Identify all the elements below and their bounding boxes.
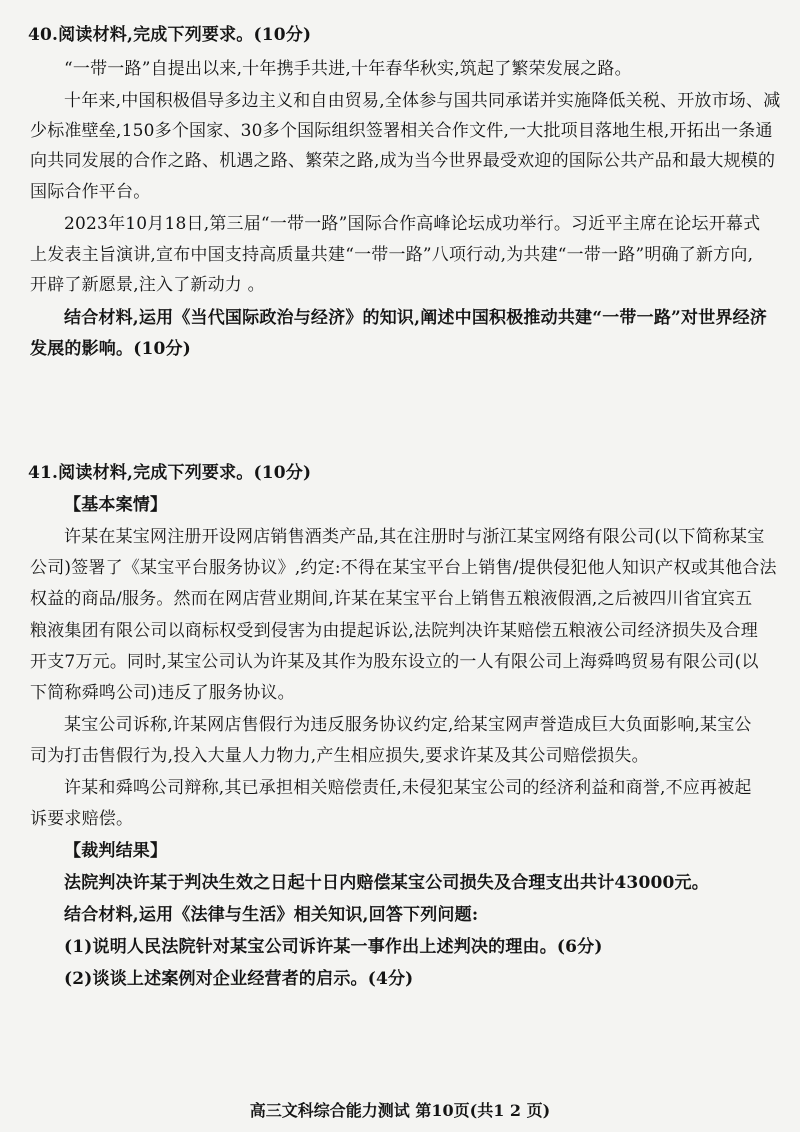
q40-paragraph-2-line-4: 国际合作平台。 [30, 182, 151, 202]
q41-section-basic-case: 【基本案情】 [64, 495, 168, 515]
q40-paragraph-2-line-1: 十年来,中国积极倡导多边主义和自由贸易,全体参与国共同承诺并实施降低关税、开放市场、减 [64, 91, 781, 111]
q40-paragraph-3-line-1: 2023年10月18日,第三届“一带一路”国际合作高峰论坛成功举行。习近平主席在论坛开幕式 [64, 214, 761, 234]
page-footer: 高三文科综合能力测试 第10页(共1 2 页) [249, 1101, 551, 1120]
q41-case-line-6: 下简称舜鸣公司)违反了服务协议。 [30, 683, 295, 703]
q41-defense-line-2: 诉要求赔偿。 [30, 809, 134, 829]
q41-task: 结合材料,运用《法律与生活》相关知识,回答下列问题: [64, 905, 479, 925]
q41-claim-line-1: 某宝公司诉称,许某网店售假行为违反服务协议约定,给某宝网声誉造成巨大负面影响,某宝公 [64, 715, 752, 735]
q41-claim-line-2: 司为打击售假行为,投入大量人力物力,产生相应损失,要求许某及其公司赔偿损失。 [30, 746, 649, 766]
q40-paragraph-2-line-3: 向共同发展的合作之路、机遇之路、繁荣之路,成为当今世界最受欢迎的国际公共产品和最大规模的 [30, 151, 776, 171]
q41-case-line-2: 公司)签署了《某宝平台服务协议》,约定:不得在某宝平台上销售/提供侵犯他人知识产权或其他合法 [30, 558, 777, 578]
q40-task-line-1: 结合材料,运用《当代国际政治与经济》的知识,阐述中国积极推动共建“一带一路”对世界经济 [64, 308, 767, 328]
q41-subquestion-1: (1)说明人民法院针对某宝公司诉许某一事作出上述判决的理由。(6分) [64, 937, 603, 957]
q41-case-line-5: 开支7万元。同时,某宝公司认为许某及其作为股东设立的一人有限公司上海舜鸣贸易有限公司(以 [30, 652, 759, 672]
q40-paragraph-3-line-3: 开辟了新愿景,注入了新动力 。 [30, 275, 265, 295]
q41-subquestion-2: (2)谈谈上述案例对企业经营者的启示。(4分) [64, 969, 414, 989]
q40-paragraph-1: “一带一路”自提出以来,十年携手共进,十年春华秋实,筑起了繁荣发展之路。 [64, 59, 632, 79]
q41-case-line-3: 权益的商品/服务。然而在网店营业期间,许某在某宝平台上销售五粮液假酒,之后被四川省宜宾五 [30, 589, 753, 609]
q40-paragraph-2-line-2: 少标准壁垒,150多个国家、30多个国际组织签署相关合作文件,一大批项目落地生根,开拓出一条通 [30, 121, 773, 141]
q41-case-line-4: 粮液集团有限公司以商标权受到侵害为由提起诉讼,法院判决许某赔偿五粮液公司经济损失及合理 [30, 621, 759, 641]
q41-case-line-1: 许某在某宝网注册开设网店销售酒类产品,其在注册时与浙江某宝网络有限公司(以下简称某宝 [64, 527, 765, 547]
q41-section-verdict: 【裁判结果】 [64, 841, 168, 861]
q41-defense-line-1: 许某和舜鸣公司辩称,其已承担相关赔偿责任,未侵犯某宝公司的经济利益和商誉,不应再被起 [64, 778, 752, 798]
q40-paragraph-3-line-2: 上发表主旨演讲,宣布中国支持高质量共建“一带一路”八项行动,为共建“一带一路”明确了新方向, [30, 245, 754, 265]
q40-task-line-2: 发展的影响。(10分) [30, 339, 191, 359]
q41-header: 41.阅读材料,完成下列要求。(10分) [28, 463, 312, 483]
q40-header: 40.阅读材料,完成下列要求。(10分) [28, 25, 312, 45]
q41-verdict-text: 法院判决许某于判决生效之日起十日内赔偿某宝公司损失及合理支出共计43000元。 [64, 873, 709, 893]
